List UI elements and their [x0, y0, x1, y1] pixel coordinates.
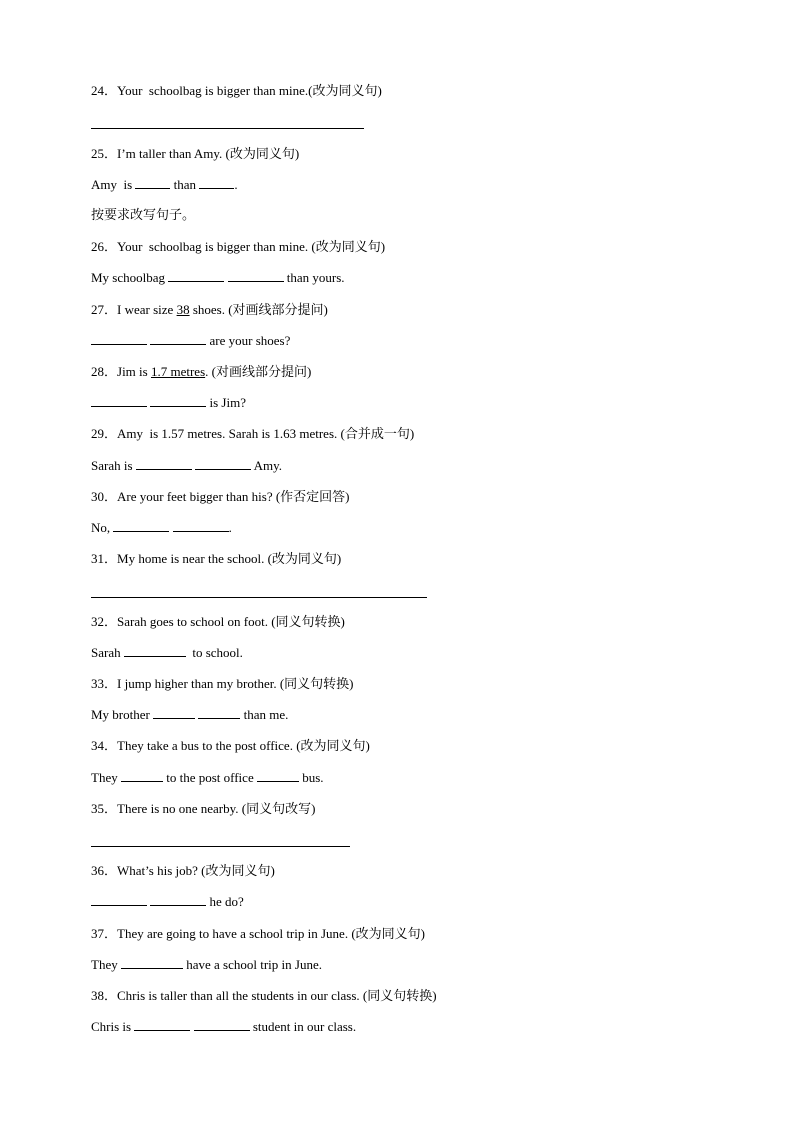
answer-text: They	[91, 770, 121, 785]
answer-28	[91, 394, 246, 412]
answer-blank[interactable]	[135, 176, 170, 189]
question-text: Amy is 1.57 metres. Sarah is 1.63 metres. (合并成一句)	[117, 426, 415, 441]
answer-blank[interactable]	[134, 1018, 190, 1031]
answer-text: .	[228, 520, 232, 535]
answer-text: are your shoes?	[206, 333, 291, 348]
question-36	[91, 862, 275, 880]
question-35	[91, 800, 315, 818]
question-29	[91, 425, 414, 443]
answer-blank[interactable]	[136, 457, 192, 470]
question-25	[91, 145, 299, 163]
question-number: 34．	[91, 738, 118, 753]
question-30	[91, 488, 350, 506]
question-number: 37．	[91, 926, 118, 941]
answer-blank[interactable]	[150, 332, 206, 345]
question-number: 28．	[91, 364, 118, 379]
answer-text: My schoolbag	[91, 270, 169, 285]
answer-text: They	[91, 957, 121, 972]
answer-blank[interactable]	[121, 956, 183, 969]
answer-blank[interactable]	[91, 332, 147, 345]
question-number: 30．	[91, 489, 118, 504]
answer-blank[interactable]	[153, 706, 195, 719]
question-text: shoes. (对画线部分提问)	[189, 302, 328, 317]
answer-text: than me.	[240, 707, 289, 722]
answer-text: he do?	[206, 894, 244, 909]
question-text: They take a bus to the post office. (改为同义句)	[117, 738, 370, 753]
question-38	[91, 987, 437, 1005]
answer-blank[interactable]	[168, 269, 224, 282]
answer-blank[interactable]	[228, 269, 284, 282]
underlined-part: 38	[176, 302, 190, 317]
answer-blank[interactable]	[113, 519, 169, 532]
answer-text: bus.	[298, 770, 324, 785]
answer-text: than yours.	[283, 270, 345, 285]
answer-line-31[interactable]	[91, 597, 427, 598]
answer-37	[91, 956, 322, 974]
question-34	[91, 737, 370, 755]
question-text: Are your feet bigger than his? (作否定回答)	[117, 489, 350, 504]
question-number: 24．	[91, 83, 118, 98]
answer-36	[91, 893, 244, 911]
answer-27	[91, 332, 290, 350]
answer-text: No,	[91, 520, 114, 535]
answer-text: Amy.	[251, 458, 282, 473]
question-text: . (对画线部分提问)	[205, 364, 312, 379]
question-number: 31．	[91, 551, 118, 566]
answer-blank[interactable]	[195, 457, 251, 470]
answer-text: My brother	[91, 707, 154, 722]
answer-blank[interactable]	[257, 769, 299, 782]
answer-blank[interactable]	[91, 893, 147, 906]
question-text: I wear size	[117, 302, 177, 317]
question-text: My home is near the school. (改为同义句)	[117, 551, 342, 566]
question-24	[91, 82, 382, 100]
underlined-part: 1.7 metres	[150, 364, 206, 379]
question-number: 35．	[91, 801, 118, 816]
question-text: There is no one nearby. (同义句改写)	[117, 801, 316, 816]
answer-blank[interactable]	[124, 644, 186, 657]
answer-34	[91, 769, 324, 787]
answer-text: to school.	[185, 645, 243, 660]
question-text: Your schoolbag is bigger than mine.(改为同义句)	[117, 83, 382, 98]
question-text: They are going to have a school trip in June. (改为同义句)	[117, 926, 425, 941]
answer-32	[91, 644, 243, 662]
question-number: 36．	[91, 863, 118, 878]
question-number: 38．	[91, 988, 118, 1003]
answer-25	[91, 176, 238, 194]
question-28	[91, 363, 311, 381]
answer-text: is Jim?	[206, 395, 246, 410]
question-number: 25．	[91, 146, 118, 161]
section-instruction: 按要求改写句子。	[91, 208, 196, 223]
question-31	[91, 550, 341, 568]
answer-blank[interactable]	[198, 706, 240, 719]
question-text: What’s his job? (改为同义句)	[117, 863, 275, 878]
answer-blank[interactable]	[194, 1018, 250, 1031]
answer-text: than	[170, 177, 200, 192]
answer-29	[91, 457, 282, 475]
answer-blank[interactable]	[150, 893, 206, 906]
question-text: Your schoolbag is bigger than mine. (改为同义句)	[117, 239, 386, 254]
question-number: 27．	[91, 302, 118, 317]
answer-38	[91, 1018, 356, 1036]
answer-30	[91, 519, 232, 537]
answer-text: Sarah	[91, 645, 124, 660]
question-text: Chris is taller than all the students in our class. (同义句转换)	[117, 988, 437, 1003]
question-number: 32．	[91, 614, 118, 629]
answer-26	[91, 269, 345, 287]
answer-text: Sarah is	[91, 458, 136, 473]
answer-blank[interactable]	[199, 176, 234, 189]
question-text: Jim is	[117, 364, 151, 379]
answer-line-35[interactable]	[91, 846, 350, 847]
question-33	[91, 675, 354, 693]
question-32	[91, 613, 345, 631]
question-number: 29．	[91, 426, 118, 441]
answer-blank[interactable]	[91, 394, 147, 407]
question-number: 33．	[91, 676, 118, 691]
answer-text: have a school trip in June.	[182, 957, 322, 972]
answer-line-24[interactable]	[91, 128, 364, 129]
answer-text: Chris is	[91, 1019, 135, 1034]
answer-blank[interactable]	[121, 769, 163, 782]
answer-blank[interactable]	[173, 519, 229, 532]
question-number: 26．	[91, 239, 118, 254]
question-text: Sarah goes to school on foot. (同义句转换)	[117, 614, 345, 629]
answer-text: student in our class.	[249, 1019, 357, 1034]
answer-text: .	[234, 177, 238, 192]
question-text: I’m taller than Amy. (改为同义句)	[117, 146, 300, 161]
answer-text: Amy is	[91, 177, 136, 192]
question-text: I jump higher than my brother. (同义句转换)	[117, 676, 354, 691]
question-27	[91, 301, 328, 319]
answer-blank[interactable]	[150, 394, 206, 407]
question-37	[91, 925, 425, 943]
answer-text: to the post office	[162, 770, 257, 785]
question-26	[91, 238, 385, 256]
answer-33	[91, 706, 288, 724]
